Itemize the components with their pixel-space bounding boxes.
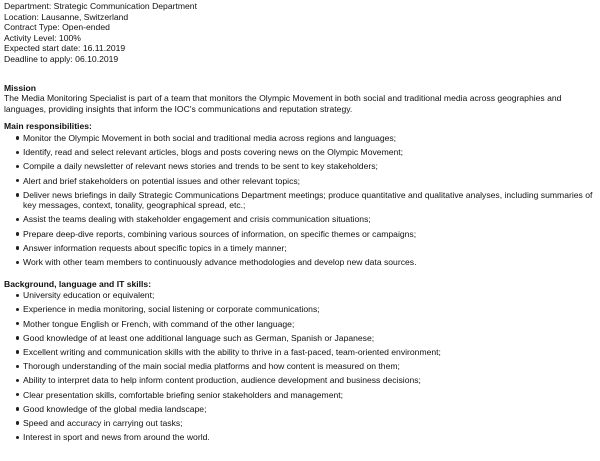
bullet-icon bbox=[16, 261, 19, 264]
list-item-text: Thorough understanding of the main social media platforms and how content is measured on them; bbox=[23, 361, 400, 372]
list-item bbox=[16, 290, 596, 301]
list-item bbox=[16, 418, 596, 429]
mission-text: The Media Monitoring Specialist is part of a team that monitors the Olympic Movement in both social and traditional media across geographies and languages, providing insights that inform the IOC's communications and reputation strategy. bbox=[4, 93, 562, 114]
list-item bbox=[16, 161, 596, 172]
list-item-text: Good knowledge of at least one additional language such as German, Spanish or Japanese; bbox=[23, 332, 375, 343]
contract-line: Contract Type: Open-ended bbox=[4, 22, 110, 33]
skills-heading: Background, language and IT skills: bbox=[4, 278, 152, 289]
list-item bbox=[16, 304, 596, 315]
list-item-text: Assist the teams dealing with stakeholder engagement and crisis communication situations; bbox=[23, 214, 371, 225]
bullet-icon bbox=[16, 365, 19, 368]
bullet-icon bbox=[16, 393, 19, 396]
list-item bbox=[16, 133, 596, 144]
bullet-icon bbox=[16, 322, 19, 325]
bullet-icon bbox=[16, 165, 19, 168]
list-item bbox=[16, 347, 596, 358]
list-item-text: Interest in sport and news from around the world. bbox=[23, 432, 210, 443]
list-item-text: Monitor the Olympic Movement in both social and traditional media across regions and languages; bbox=[23, 132, 397, 143]
location-line: Location: Lausanne, Switzerland bbox=[4, 11, 129, 22]
bullet-icon bbox=[16, 308, 19, 311]
bullet-icon bbox=[16, 136, 19, 139]
list-item bbox=[16, 333, 596, 344]
list-item-text: Answer information requests about specific topics in a timely manner; bbox=[23, 242, 287, 253]
job-meta bbox=[4, 1, 596, 65]
list-item bbox=[16, 375, 596, 386]
list-item bbox=[16, 190, 596, 211]
bullet-icon bbox=[16, 379, 19, 382]
bullet-icon bbox=[16, 294, 19, 297]
list-item bbox=[16, 404, 596, 415]
bullet-icon bbox=[16, 218, 19, 221]
bullet-icon bbox=[16, 407, 19, 410]
list-item-text: Good knowledge of the global media landscape; bbox=[23, 403, 207, 414]
mission-heading: Mission bbox=[4, 82, 36, 93]
department-line: Department: Strategic Communication Department bbox=[4, 1, 197, 11]
skills-list bbox=[4, 290, 596, 442]
job-posting bbox=[4, 0, 596, 443]
bullet-icon bbox=[16, 232, 19, 235]
list-item-text: Ability to interpret data to help inform content production, audience development and business decisions; bbox=[23, 375, 421, 386]
list-item bbox=[16, 319, 596, 330]
bullet-icon bbox=[16, 336, 19, 339]
list-item-text: Excellent writing and communication skills with the ability to thrive in a fast-paced, team-oriented environment; bbox=[23, 346, 441, 357]
list-item-text: Mother tongue English or French, with command of the other language; bbox=[23, 318, 295, 329]
list-item-text: Experience in media monitoring, social listening or corporate communications; bbox=[23, 304, 320, 315]
list-item bbox=[16, 361, 596, 372]
bullet-icon bbox=[16, 350, 19, 353]
bullet-icon bbox=[16, 179, 19, 182]
list-item bbox=[16, 390, 596, 401]
list-item bbox=[16, 243, 596, 254]
bullet-icon bbox=[16, 421, 19, 424]
responsibilities-heading: Main responsibilities: bbox=[4, 121, 92, 132]
list-item bbox=[16, 257, 596, 268]
activity-line: Activity Level: 100% bbox=[4, 32, 81, 43]
list-item-text: Deliver news briefings in daily Strategic Communications Department meetings; produce quantitative and qualitative analyses, including summaries of key messages, context, tonality, geographical spread, etc.; bbox=[23, 189, 593, 211]
bullet-icon bbox=[16, 193, 19, 196]
list-item bbox=[16, 229, 596, 240]
deadline-line: Deadline to apply: 06.10.2019 bbox=[4, 53, 119, 64]
list-item-text: Identify, read and select relevant articles, blogs and posts covering news on the Olympic Movement; bbox=[23, 147, 404, 158]
list-item-text: Clear presentation skills, comfortable briefing senior stakeholders and management; bbox=[23, 389, 344, 400]
list-item-text: Work with other team members to continuously advance methodologies and develop new data sources. bbox=[23, 257, 417, 268]
list-item-text: Compile a daily newsletter of relevant news stories and trends to be sent to key stakeholders; bbox=[23, 161, 378, 172]
list-item bbox=[16, 432, 596, 443]
start-date-line: Expected start date: 16.11.2019 bbox=[4, 43, 126, 54]
list-item bbox=[16, 214, 596, 225]
list-item bbox=[16, 147, 596, 158]
bullet-icon bbox=[16, 246, 19, 249]
list-item-text: Alert and brief stakeholders on potential issues and other relevant topics; bbox=[23, 175, 301, 186]
list-item-text: Prepare deep-dive reports, combining various sources of information, on specific themes or campaigns; bbox=[23, 228, 417, 239]
responsibilities-list bbox=[4, 133, 596, 268]
list-item-text: University education or equivalent; bbox=[23, 290, 155, 301]
list-item bbox=[16, 176, 596, 187]
list-item-text: Speed and accuracy in carrying out tasks; bbox=[23, 417, 183, 428]
bullet-icon bbox=[16, 436, 19, 439]
bullet-icon bbox=[16, 151, 19, 154]
